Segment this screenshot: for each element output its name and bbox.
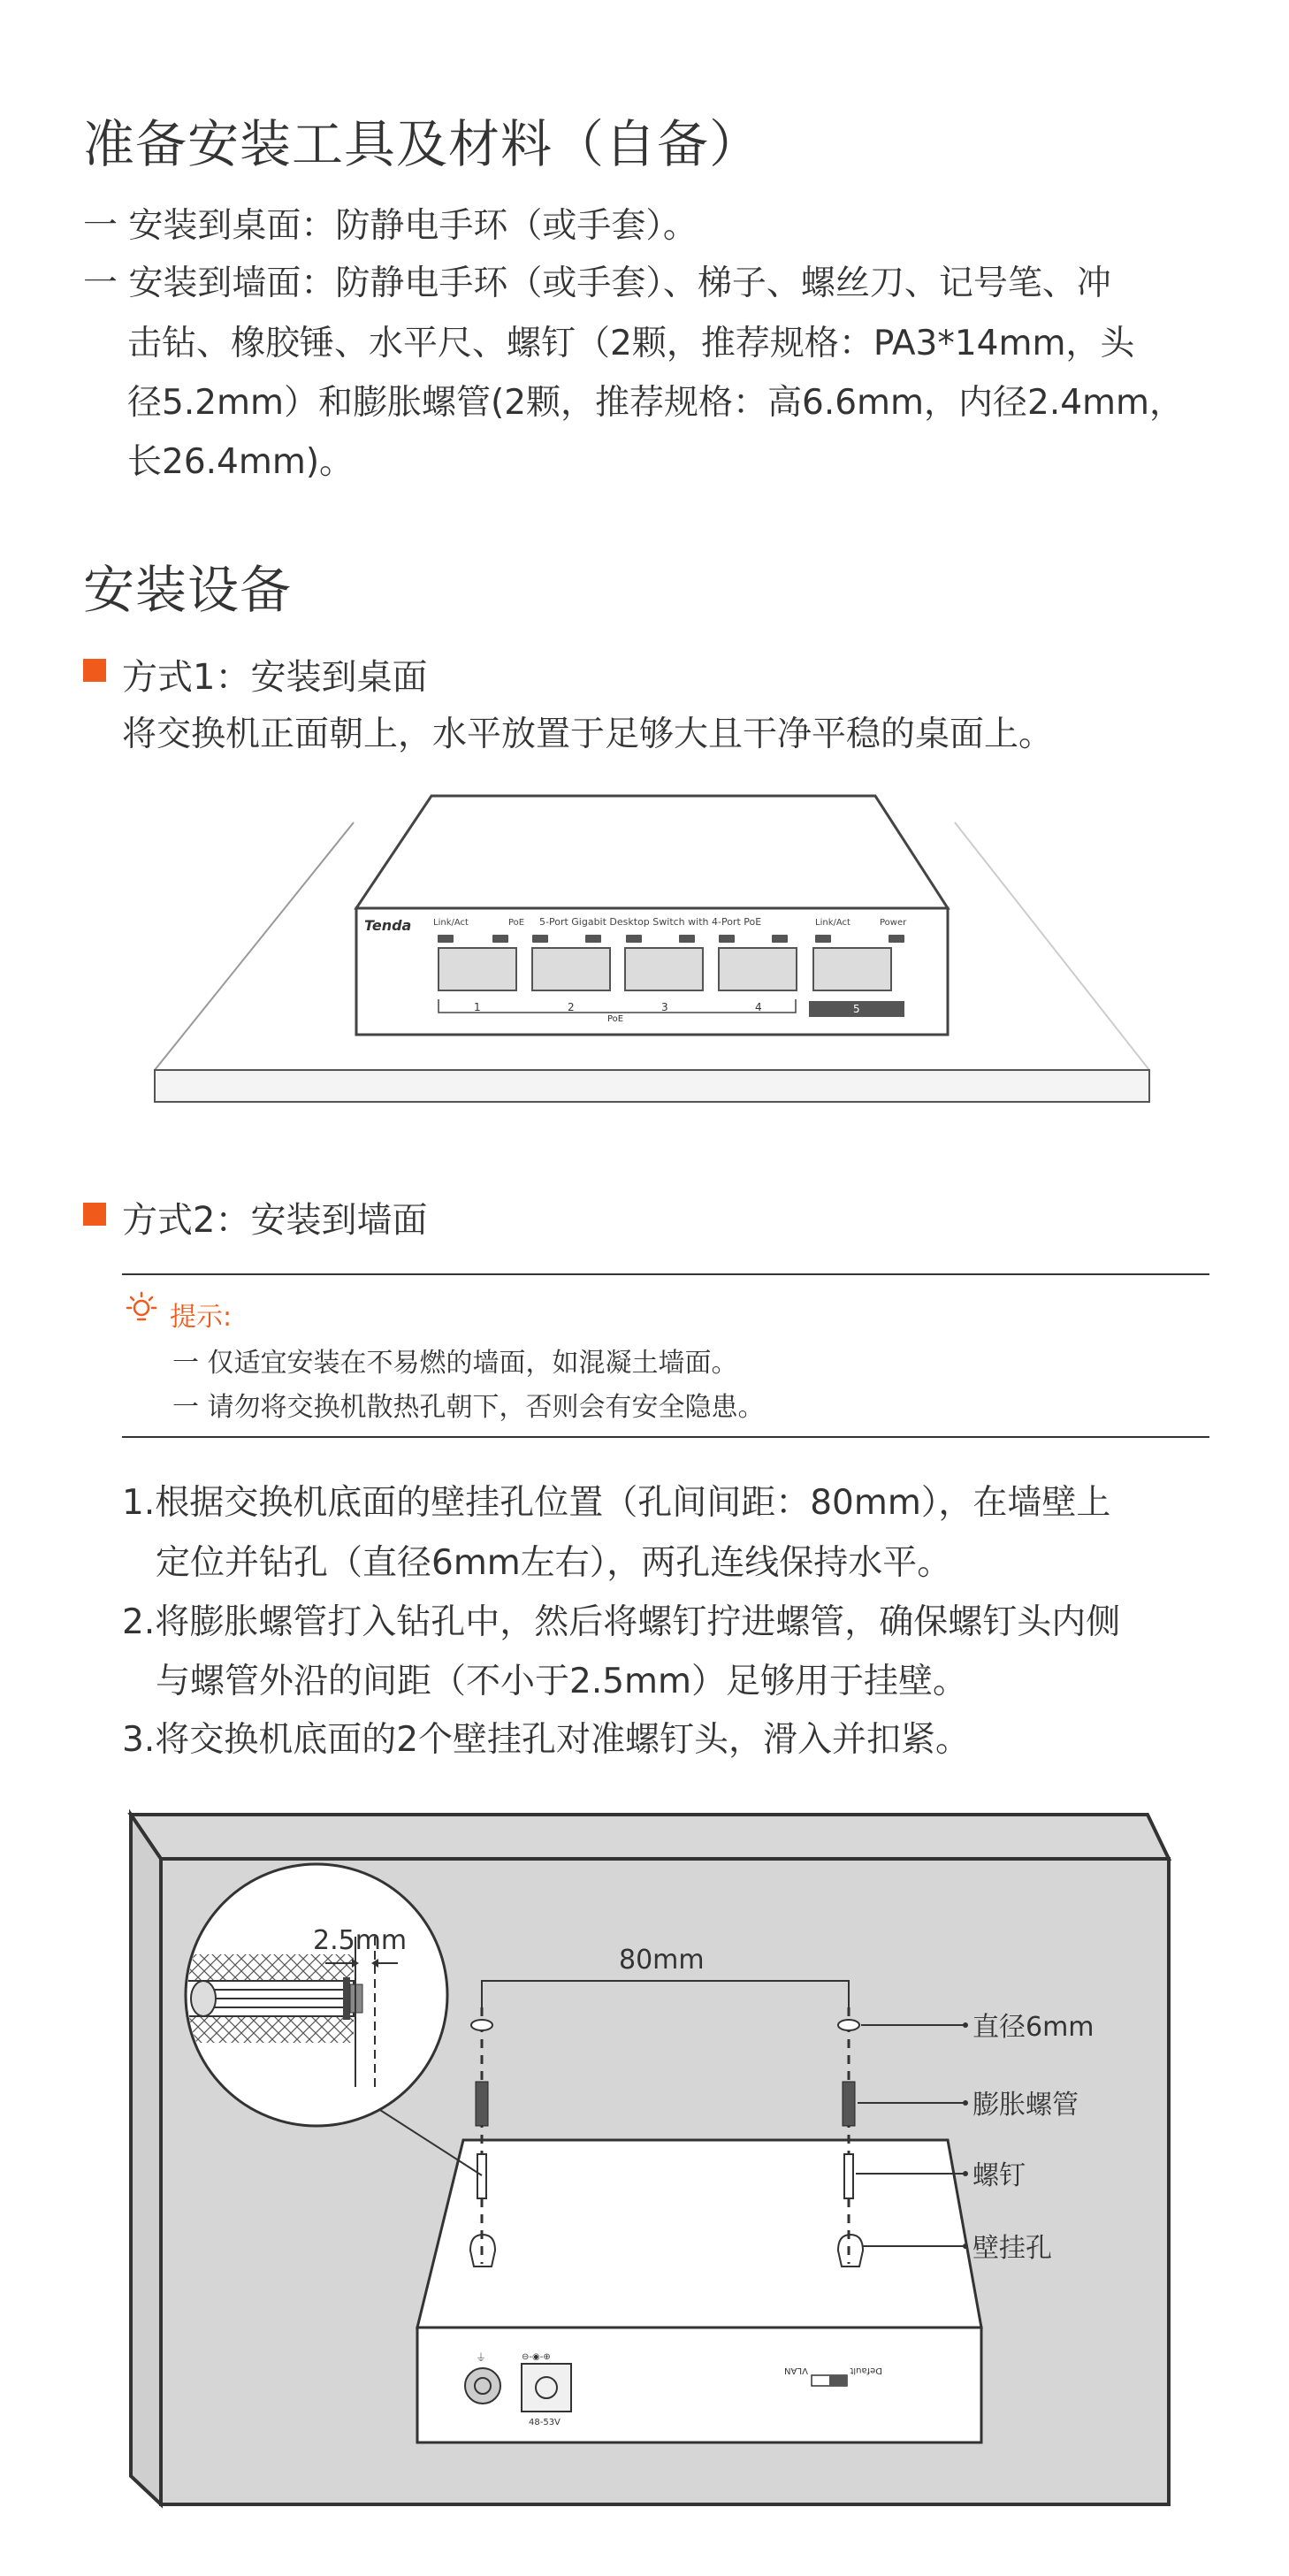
label-linkact-2: Link/Act xyxy=(815,918,850,928)
ground-screw-icon xyxy=(465,2368,500,2404)
step-1-cont: 定位并钻孔（直径6mm左右），两孔连线保持水平。 xyxy=(156,1543,952,1583)
gap-label: 2.5mm xyxy=(313,1925,408,1956)
tools-item-wall-cont-1: 击钻、橡胶锤、水平尺、螺钉（2颗，推荐规格：PA3*14mm，头 xyxy=(127,324,1135,363)
switch-body xyxy=(417,2140,981,2328)
anchor-right xyxy=(843,2082,855,2126)
port-5 xyxy=(813,948,891,990)
label-linkact: Link/Act xyxy=(433,918,469,928)
bullet-square-icon xyxy=(83,1203,106,1226)
screw-left xyxy=(477,2154,486,2198)
desktop-switch-illustration xyxy=(141,778,1167,1114)
switch-top xyxy=(356,796,948,908)
tip-title: 提示: xyxy=(170,1302,233,1333)
method1-title: 方式1：安装到桌面 xyxy=(122,657,428,698)
anchor-left xyxy=(476,2082,488,2126)
callout-hole-diameter: 直径6mm xyxy=(972,2012,1095,2043)
label-power: Power xyxy=(880,918,907,928)
power-label: 48-53V xyxy=(529,2418,561,2427)
port-label-4: 4 xyxy=(755,1001,762,1013)
dc-jack xyxy=(522,2364,571,2412)
callout-screw: 螺钉 xyxy=(972,2160,1026,2191)
step-3: 3.将交换机底面的2个壁挂孔对准螺钉头，滑入并扣紧。 xyxy=(122,1720,971,1760)
svg-text:⏚: ⏚ xyxy=(476,2351,487,2364)
section-title-tools: 准备安装工具及材料（自备） xyxy=(83,114,762,174)
tools-item-desktop: 一 安装到桌面：防静电手环（或手套）。 xyxy=(83,206,698,246)
tools-item-wall-cont-3: 长26.4mm)。 xyxy=(127,442,355,482)
brand-logo: Tenda xyxy=(364,917,412,934)
port-label-1: 1 xyxy=(474,1001,481,1013)
bullet-square-icon xyxy=(83,659,106,682)
wall-side xyxy=(131,1815,161,2504)
vlan-label: VLAN xyxy=(784,2366,808,2375)
tools-item-wall-cont-2: 径5.2mm）和膨胀螺管(2颗，推荐规格：高6.6mm，内径2.4mm， xyxy=(127,383,1185,423)
port-3 xyxy=(625,948,703,990)
port-4 xyxy=(719,948,797,990)
method1-desc: 将交换机正面朝上，水平放置于足够大且干净平稳的桌面上。 xyxy=(122,715,1054,754)
port-label-3: 3 xyxy=(661,1001,668,1013)
step-1: 1.根据交换机底面的壁挂孔位置（孔间间距：80mm），在墙壁上 xyxy=(122,1483,1111,1523)
tip-line-2: 一 请勿将交换机散热孔朝下，否则会有安全隐患。 xyxy=(172,1392,765,1423)
section-title-install: 安装设备 xyxy=(83,560,293,620)
callout-anchor: 膨胀螺管 xyxy=(972,2090,1079,2121)
tools-item-wall: 一 安装到墙面：防静电手环（或手套）、梯子、螺丝刀、记号笔、冲 xyxy=(83,264,1111,303)
svg-text:⊖-◉-⊕: ⊖-◉-⊕ xyxy=(522,2352,551,2362)
port-label-5: 5 xyxy=(853,1003,860,1015)
wall-mount-diagram xyxy=(124,1804,1185,2520)
lightbulb-icon xyxy=(122,1290,161,1329)
default-label: Default xyxy=(850,2366,882,2375)
tip-line-1: 一 仅适宜安装在不易燃的墙面，如混凝土墙面。 xyxy=(172,1348,738,1379)
model-text: 5-Port Gigabit Desktop Switch with 4-Port PoE xyxy=(539,916,762,928)
keyhole-right xyxy=(838,2235,863,2266)
poe-group-label: PoE xyxy=(607,1014,624,1024)
screw-right xyxy=(844,2154,853,2198)
callout-keyhole: 壁挂孔 xyxy=(972,2233,1052,2264)
drill-hole-right xyxy=(838,2020,859,2030)
step-2-cont: 与螺管外沿的间距（不小于2.5mm）足够用于挂壁。 xyxy=(156,1662,968,1701)
drill-hole-left xyxy=(471,2020,492,2030)
table-edge xyxy=(155,1070,1149,1102)
tip-bottom-rule xyxy=(122,1436,1209,1438)
step-2: 2.将膨胀螺管打入钻孔中，然后将螺钉拧进螺管，确保螺钉头内侧 xyxy=(122,1602,1121,1642)
port-1 xyxy=(439,948,516,990)
tip-top-rule xyxy=(122,1273,1209,1275)
method2-title: 方式2：安装到墙面 xyxy=(122,1200,428,1241)
switch-rear-panel xyxy=(417,2328,981,2442)
wall-top xyxy=(131,1815,1169,1859)
port-2 xyxy=(532,948,610,990)
port-label-2: 2 xyxy=(568,1001,575,1013)
label-poe: PoE xyxy=(508,918,525,928)
spacing-label: 80mm xyxy=(619,1945,705,1976)
